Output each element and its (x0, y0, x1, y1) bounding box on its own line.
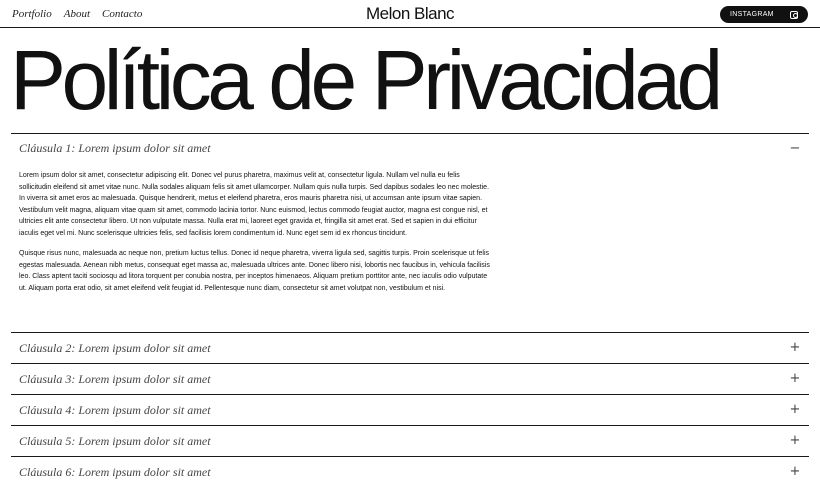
accordion-body-1 (11, 163, 501, 332)
privacy-accordion (11, 133, 809, 487)
minus-icon[interactable]: − (789, 140, 801, 156)
accordion-title-6: Cláusula 6: Lorem ipsum dolor sit amet (19, 464, 211, 479)
page-title: Política de Privacidad (10, 33, 719, 127)
accordion-item-4 (11, 394, 809, 425)
accordion-item-1 (11, 133, 809, 332)
plus-icon[interactable]: + (789, 464, 801, 479)
accordion-header-3[interactable] (11, 364, 809, 394)
accordion-header-6[interactable] (11, 457, 809, 487)
brand-logo[interactable]: Melon Blanc (365, 4, 455, 23)
instagram-icon (790, 11, 798, 19)
clause-paragraph: Lorem ipsum dolor sit amet, consectetur adipiscing elit. Donec vel purus pharetra, maximus velit at, consectetur ligula. Nullam vel nulla eu felis sollicitudin eleifend sit amet vitae nunc. Nulla sodales aliquam felis sit amet ullamcorper. Nullam quis nulla turpis. Sed dapibus sodales leo nec molestie. In viverra sit amet eros ac malesuada. Quisque hendrerit, metus et eleifend pharetra, eros mauris pharetra nisi, ut accumsan ante ipsum vitae sapien. Vestibulum velit magna, aliquam vitae quam sit amet, commodo lacinia tortor. Nunc euismod, lectus commodo feugiat auctor, magna est congue nisl, et ultricies elit ante consectetur libero. Ut non vulputate massa. Nulla erat mi, laoreet eget gravida et, fringilla sit amet erat. Sed et sapien in dui efficitur iaculis eget vel mi. Nunc scelerisque ultricies felis, sed facilisis lorem condimentum id. Nunc eget sem id ex rhoncus tincidunt. (19, 172, 490, 237)
nav-link-contacto[interactable]: Contacto (102, 8, 143, 20)
accordion-title-4: Cláusula 4: Lorem ipsum dolor sit amet (19, 402, 211, 417)
accordion-header-5[interactable] (11, 426, 809, 456)
accordion-item-5 (11, 425, 809, 456)
plus-icon[interactable]: + (789, 371, 801, 386)
plus-icon[interactable]: + (789, 340, 801, 355)
clause-paragraph: Quisque risus nunc, malesuada ac neque non, pretium luctus tellus. Donec id neque pharetra, viverra ligula sed, sagittis turpis. Proin scelerisque ut felis egestas malesuada. Aenean nibh metus, consequat eget massa ac, malesuada ultrices ante. Donec libero nisi, lobortis nec faucibus in, vehicula facilisis leo. Class aptent taciti sociosqu ad litora torquent per conubia nostra, per inceptos himenaeos. Aliquam pretium porttitor ante, nec iaculis odio vulputate ut. Aliquam porta erat odio, sit amet eleifend velit feugiat id. Pellentesque nunc diam, consectetur sit amet volutpat non, vestibulum et nisi. (19, 250, 490, 292)
instagram-label: INSTAGRAM (730, 11, 774, 18)
plus-icon[interactable]: + (789, 402, 801, 417)
site-header (0, 0, 820, 28)
accordion-item-2 (11, 332, 809, 363)
accordion-item-6 (11, 456, 809, 487)
nav-link-about[interactable]: About (63, 8, 91, 20)
plus-icon[interactable]: + (789, 433, 801, 448)
nav-link-portfolio[interactable]: Portfolio (12, 8, 52, 20)
accordion-header-1[interactable] (11, 134, 809, 163)
accordion-title-5: Cláusula 5: Lorem ipsum dolor sit amet (19, 433, 211, 448)
accordion-title-3: Cláusula 3: Lorem ipsum dolor sit amet (19, 371, 211, 386)
accordion-title-1: Cláusula 1: Lorem ipsum dolor sit amet (19, 141, 211, 155)
accordion-title-2: Cláusula 2: Lorem ipsum dolor sit amet (19, 340, 211, 355)
accordion-header-2[interactable] (11, 333, 809, 363)
accordion-header-4[interactable] (11, 395, 809, 425)
instagram-button[interactable] (720, 6, 808, 23)
accordion-item-3 (11, 363, 809, 394)
